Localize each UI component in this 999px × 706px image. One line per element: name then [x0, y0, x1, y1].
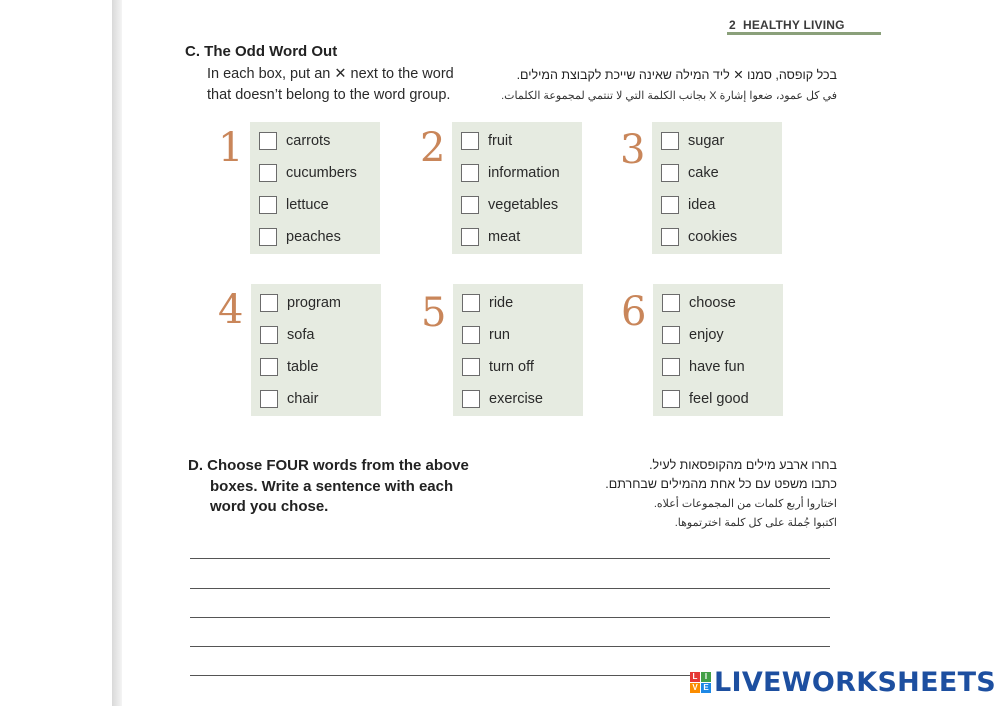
word-option[interactable]	[661, 162, 719, 184]
word-option[interactable]	[661, 226, 737, 248]
word-option[interactable]	[260, 388, 318, 410]
checkbox[interactable]	[462, 294, 480, 312]
word-box-3	[652, 122, 782, 254]
box-number-2: 2	[420, 125, 446, 171]
word-option[interactable]	[462, 388, 543, 410]
section-c-instruction-line2: that doesn’t belong to the word group.	[207, 87, 451, 103]
logo-text: LIVEWORKSHEETS	[714, 667, 997, 698]
section-d-line3: word you chose.	[210, 498, 329, 515]
checkbox[interactable]	[259, 164, 277, 182]
checkbox[interactable]	[661, 164, 679, 182]
section-d-letter: D.	[188, 457, 203, 474]
box-number-6: 6	[621, 289, 647, 335]
word-label: feel good	[689, 391, 749, 407]
word-label: sofa	[287, 327, 315, 343]
word-box-5	[453, 284, 583, 416]
word-option[interactable]	[462, 324, 510, 346]
word-option[interactable]	[461, 194, 558, 216]
checkbox[interactable]	[461, 164, 479, 182]
word-option[interactable]	[661, 194, 715, 216]
word-option[interactable]	[461, 162, 560, 184]
logo-tile: L	[690, 672, 700, 682]
section-c-title	[185, 43, 337, 60]
word-option[interactable]	[259, 162, 357, 184]
checkbox[interactable]	[462, 390, 480, 408]
word-option[interactable]	[260, 292, 341, 314]
word-label: fruit	[488, 133, 513, 149]
word-option[interactable]	[461, 130, 512, 152]
word-option[interactable]	[259, 194, 329, 216]
box-number-4: 4	[218, 287, 244, 333]
box-number-1: 1	[218, 125, 244, 171]
word-label: cookies	[688, 229, 738, 245]
word-box-6	[653, 284, 783, 416]
section-d-instructions	[188, 456, 469, 518]
checkbox[interactable]	[260, 358, 278, 376]
checkbox[interactable]	[259, 132, 277, 150]
checkbox[interactable]	[661, 228, 679, 246]
checkbox[interactable]	[461, 228, 479, 246]
word-label: idea	[688, 197, 716, 213]
word-label: cake	[688, 165, 719, 181]
box-number-3: 3	[620, 127, 646, 173]
logo-tile: I	[701, 672, 711, 682]
word-label: chair	[287, 391, 319, 407]
word-label: ride	[489, 295, 514, 311]
unit-title: HEALTHY LIVING	[742, 18, 845, 32]
checkbox[interactable]	[462, 326, 480, 344]
word-option[interactable]	[461, 226, 520, 248]
word-label: turn off	[489, 359, 534, 375]
word-option[interactable]	[259, 130, 330, 152]
logo-tile: E	[701, 683, 711, 693]
checkbox[interactable]	[259, 196, 277, 214]
checkbox[interactable]	[260, 294, 278, 312]
word-label: cucumbers	[286, 165, 357, 181]
checkbox[interactable]	[661, 196, 679, 214]
word-option[interactable]	[662, 292, 736, 314]
header-rule	[727, 32, 881, 35]
section-c-instruction-line1: In each box, put an ✕ next to the word	[207, 66, 454, 82]
section-c-letter: C.	[185, 43, 200, 60]
answer-line-3[interactable]	[190, 617, 830, 618]
logo-tile: V	[690, 683, 700, 693]
word-label: table	[287, 359, 319, 375]
word-label: lettuce	[286, 197, 329, 213]
word-box-1	[250, 122, 380, 254]
unit-number: 2	[729, 18, 736, 32]
word-option[interactable]	[662, 388, 749, 410]
checkbox[interactable]	[260, 326, 278, 344]
section-c-hebrew: בכל קופסה, סמנו ✕ ליד המילה שאינה שייכת לקבוצת המילים.	[516, 68, 837, 82]
section-c-arabic: في كل عمود، ضعوا إشارة X بجانب الكلمة التي لا تنتمي لمجموعة الكلمات.	[501, 90, 837, 102]
word-option[interactable]	[462, 292, 513, 314]
word-option[interactable]	[662, 356, 745, 378]
word-label: run	[489, 327, 510, 343]
liveworksheets-logo	[690, 667, 996, 698]
page-edge-shadow	[112, 0, 122, 706]
checkbox[interactable]	[662, 326, 680, 344]
word-label: information	[488, 165, 560, 181]
word-option[interactable]	[462, 356, 534, 378]
section-c-heading: The Odd Word Out	[204, 43, 338, 60]
answer-line-4[interactable]	[190, 646, 830, 647]
word-option[interactable]	[259, 226, 341, 248]
checkbox[interactable]	[260, 390, 278, 408]
section-d-hebrew-line2: כתבו משפט עם כל אחת מהמילים שבחרתם.	[605, 477, 837, 491]
checkbox[interactable]	[662, 390, 680, 408]
word-option[interactable]	[661, 130, 724, 152]
word-label: choose	[689, 295, 736, 311]
answer-line-1[interactable]	[190, 558, 830, 559]
word-label: have fun	[689, 359, 745, 375]
word-label: sugar	[688, 133, 725, 149]
section-d-line1: Choose FOUR words from the above	[207, 457, 469, 474]
word-label: exercise	[489, 391, 543, 407]
checkbox[interactable]	[461, 132, 479, 150]
word-option[interactable]	[662, 324, 724, 346]
checkbox[interactable]	[661, 132, 679, 150]
section-d-hebrew-line1: בחרו ארבע מילים מהקופסאות לעיל.	[649, 458, 837, 472]
word-box-2	[452, 122, 582, 254]
word-box-4	[251, 284, 381, 416]
word-label: peaches	[286, 229, 341, 245]
word-label: enjoy	[689, 327, 724, 343]
checkbox[interactable]	[259, 228, 277, 246]
answer-line-2[interactable]	[190, 588, 830, 589]
checkbox[interactable]	[461, 196, 479, 214]
answer-line-5[interactable]	[190, 675, 690, 676]
section-d-line2: boxes. Write a sentence with each	[210, 477, 454, 495]
section-c-instructions	[207, 64, 454, 106]
word-label: carrots	[286, 133, 331, 149]
word-option[interactable]	[260, 356, 318, 378]
checkbox[interactable]	[662, 294, 680, 312]
word-label: program	[287, 295, 341, 311]
unit-header	[729, 18, 845, 32]
logo-grid-icon	[690, 672, 711, 693]
word-option[interactable]	[260, 324, 314, 346]
checkbox[interactable]	[662, 358, 680, 376]
word-label: meat	[488, 229, 521, 245]
word-label: vegetables	[488, 197, 559, 213]
section-d-arabic-line1: اختاروا أربع كلمات من المجموعات أعلاه.	[653, 498, 837, 510]
checkbox[interactable]	[462, 358, 480, 376]
box-number-5: 5	[421, 290, 447, 336]
section-d-arabic-line2: اكتبوا جُملة على كل كلمة اخترتموها.	[674, 517, 837, 529]
